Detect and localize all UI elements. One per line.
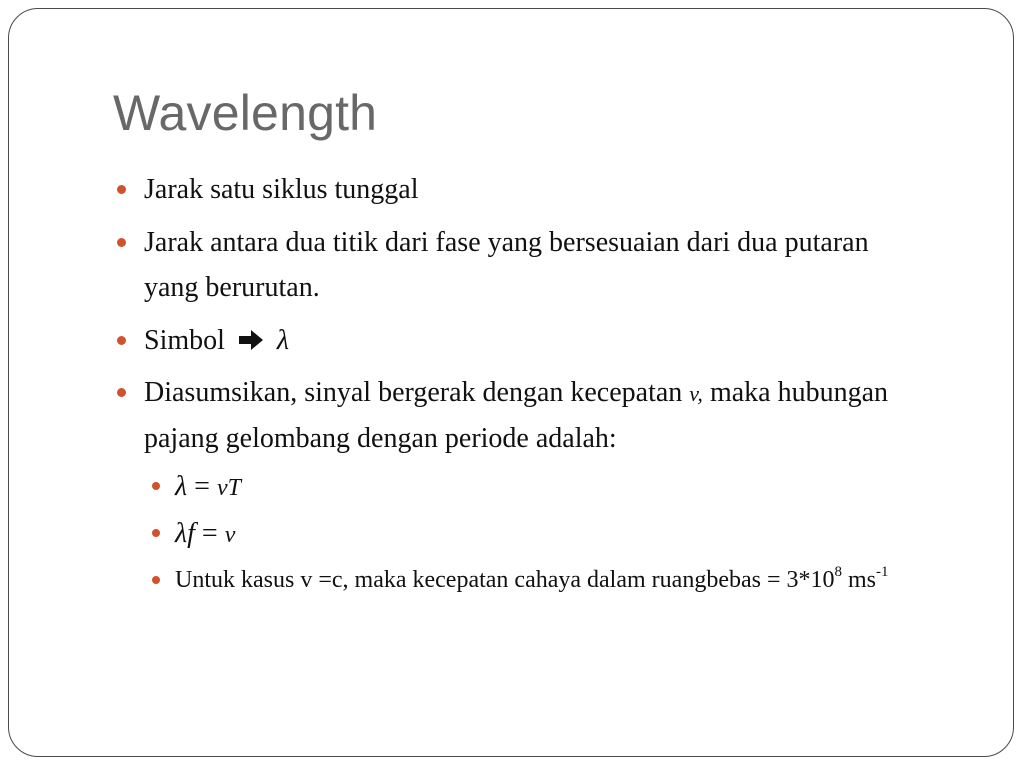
velocity-variable: v,	[689, 381, 703, 406]
bullet-dot	[152, 576, 160, 584]
formula-rhs: vT	[216, 475, 241, 501]
bullet-text: Jarak antara dua titik dari fase yang bersesuaian dari dua putaran yang berurutan.	[144, 227, 869, 303]
bullet-dot	[152, 482, 160, 490]
formula-operator: =	[194, 518, 225, 549]
formula-rhs: v	[224, 522, 236, 548]
bullet-text: Simbol	[144, 325, 225, 356]
sub-bullet-item	[175, 514, 975, 555]
bullet-dot	[117, 238, 126, 247]
exponent: 8	[834, 564, 842, 580]
bullet-text: Jarak satu siklus tunggal	[144, 174, 419, 205]
unit-text: ms	[842, 567, 877, 593]
bullet-text: Untuk kasus v =c, maka kecepatan cahaya dalam ruangbebas = 3*10	[175, 567, 835, 593]
formula-operator: =	[187, 471, 217, 502]
bullet-item	[144, 370, 904, 461]
bullet-item	[144, 318, 904, 365]
bullet-dot	[117, 388, 126, 397]
exponent: -1	[876, 564, 889, 580]
sub-bullet-item	[175, 467, 975, 508]
bullet-text: Diasumsikan, sinyal bergerak dengan kecepatan	[144, 377, 690, 408]
bullet-item	[144, 220, 904, 310]
slide-title: Wavelength	[113, 85, 378, 141]
formula-lhs: λ	[175, 471, 188, 502]
bullet-dot	[152, 529, 160, 537]
bullet-dot	[117, 185, 126, 194]
formula-lhs: λf	[175, 518, 195, 549]
right-arrow-icon	[238, 320, 264, 365]
lambda-symbol: λ	[276, 325, 290, 356]
bullet-text-continued: maka hubungan pajang gelombang dengan periode adalah:	[144, 377, 888, 454]
bullet-dot	[117, 336, 126, 345]
sub-bullet-item	[175, 561, 965, 600]
bullet-item	[144, 167, 904, 212]
